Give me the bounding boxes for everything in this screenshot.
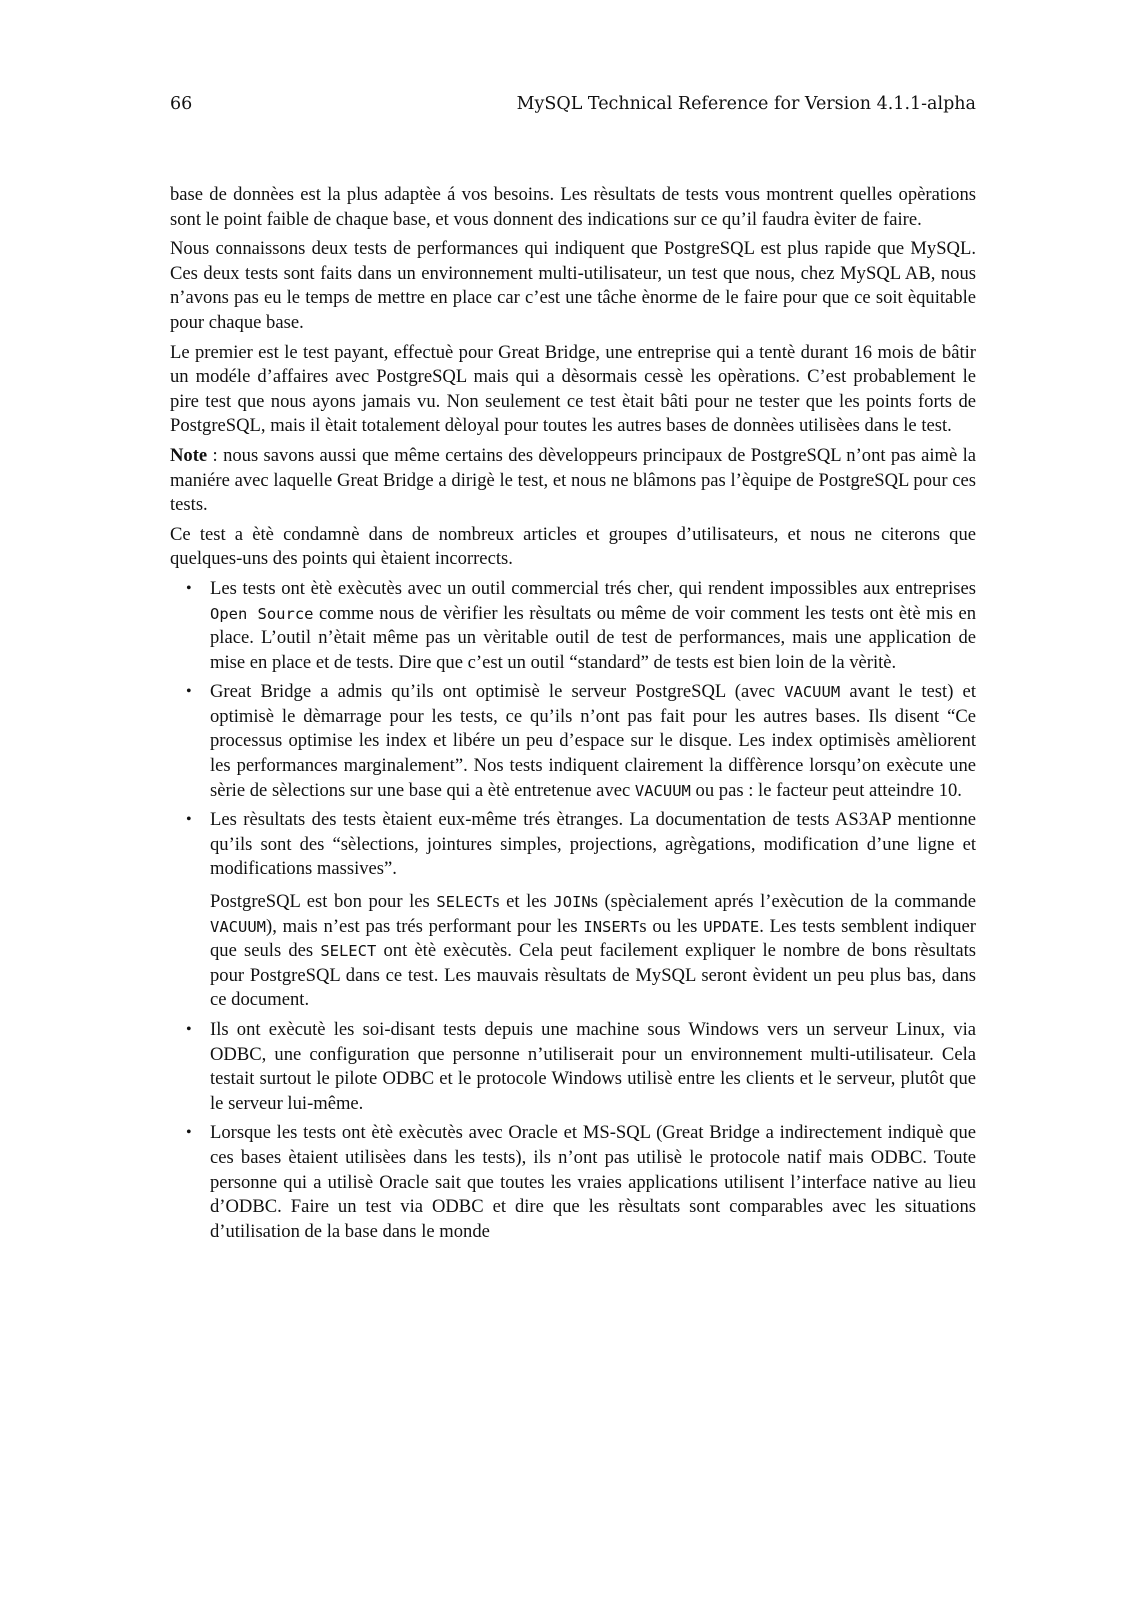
paragraph: base de donnèes est la plus adaptèe á vos besoins. Les rèsultats de tests vous montrent quelles opèrations sont le point faible de chaque base, et vous donnent des indications sur ce qu’il faudra èviter de faire. — [170, 184, 976, 230]
bullet-icon: • — [186, 683, 192, 701]
code-term: VACUUM — [784, 683, 841, 702]
running-title: MySQL Technical Reference for Version 4.1.1-alpha — [516, 94, 976, 114]
text-run: comme nous de vèrifier les rèsultats ou même de voir comment les tests ont ètè mis en place. L’outil n’ètait même pas un vèritable outil de test de performances, mais une application de mise en place et de tests. Dire que c’est un outil “standard” de tests est bien loin de la vèritè. — [210, 602, 977, 673]
page-number: 66 — [170, 94, 193, 114]
code-term: JOIN — [553, 893, 591, 912]
list-item — [170, 808, 976, 1013]
list-item — [170, 680, 976, 803]
code-term: UPDATE — [703, 917, 760, 936]
paragraph: Le premier est le test payant, effectuè pour Great Bridge, une entreprise qui a tentè durant 16 mois de bâtir un modéle d’affaires avec PostgreSQL mais qui a dèsormais cessè les opèrations. C’est probablement le pire test que nous ayons jamais vu. Non seulement ce test ètait bâti pour ne tester que les points forts de PostgreSQL, mais il ètait totalement dèloyal pour toutes les autres bases de donnèes utilisèes dans le test. — [170, 341, 976, 437]
bullet-icon: • — [186, 1124, 192, 1142]
text-run: . Les tests semblent indiquer que seuls des — [210, 915, 976, 962]
text-run: Les tests ont ètè exècutès avec un outil commercial trés cher, qui rendent impossibles aux entreprises — [210, 577, 976, 599]
list-item — [170, 1018, 976, 1116]
list-item-text: Ils ont exècutè les soi-disant tests depuis une machine sous Windows vers un serveur Linux, via ODBC, une configuration que personne n’utiliserait pour un environnement multi-utilisateur. Cela testait surtout le pilote ODBC et le protocole Windows utilisè entre les clients et le serveur, plutôt que le serveur lui-même. — [210, 1019, 976, 1114]
paragraph: Nous connaissons deux tests de performances qui indiquent que PostgreSQL est plus rapide que MySQL. Ces deux tests sont faits dans un environnement multi-utilisateur, un test que nous, chez MySQL AB, nous n’avons pas eu le temps de mettre en place car c’est une tâche ènorme de le faire pour que ce soit èquitable pour chaque base. — [170, 238, 976, 333]
code-term: SELECT — [436, 893, 493, 912]
list-item-text — [210, 680, 976, 803]
text-run: ), mais n’est pas trés performant pour les — [266, 915, 584, 937]
bullet-icon: • — [186, 811, 192, 829]
text-run: s ou les — [639, 915, 704, 937]
text-run: ou pas : le facteur peut atteindre 10. — [690, 779, 962, 801]
bullet-icon: • — [186, 579, 192, 597]
code-term: VACUUM — [634, 781, 691, 800]
bullet-icon: • — [186, 1021, 192, 1038]
code-term: VACUUM — [210, 917, 266, 936]
code-term: INSERT — [583, 917, 640, 936]
note-paragraph — [170, 444, 976, 518]
text-run: PostgreSQL est bon pour les — [210, 891, 437, 913]
paragraph: Ce test a ètè condamnè dans de nombreux articles et groupes d’utilisateurs, et nous ne citerons que quelques-uns des points qui ètaient incorrects. — [170, 523, 976, 570]
text-run: ont ètè exècutès. Cela peut facilement expliquer le nombre de bons rèsultats pour PostgreSQL dans ce test. Les mauvais rèsultats de MySQL seront èvident un peu plus bas, dans ce document. — [210, 940, 976, 1011]
text-run: s (spècialement aprés l’exècution de la commande — [590, 891, 976, 913]
text-run: s et les — [492, 891, 554, 913]
list-item-text — [210, 890, 976, 1013]
list-item-text: Les rèsultats des tests ètaient eux-même trés ètranges. La documentation de tests AS3AP mentionne qu’ils sont des “sèlections, jointures simples, projections, agrègations, modification d’une ligne et modifications massives”. — [210, 809, 976, 880]
list-item — [170, 577, 976, 675]
page-body — [170, 183, 976, 1249]
list-item-text: Lorsque les tests ont ètè exècutès avec Oracle et MS-SQL (Great Bridge a indirectement indiquè que ces bases ètaient utilisèes dans les tests), ils n’ont pas utilisè le protocole natif mais ODBC. Toute personne qui a utilisè Oracle sait que toutes les vraies applications utilisent l’interface native au lieu d’ODBC. Faire un test via ODBC et dire que les rèsultats sont comparables avec les situations d’utilisation de la base dans le monde — [210, 1122, 976, 1242]
note-text: : nous savons aussi que même certains des dèveloppeurs principaux de PostgreSQL n’ont pas aimè la maniére avec laquelle Great Bridge a dirigè le test, et nous ne blâmons pas l’èquipe de PostgreSQL pour ces tests. — [170, 444, 976, 516]
code-term: Open Source — [210, 604, 314, 623]
list-item-text — [210, 577, 976, 675]
text-run: Great Bridge a admis qu’ils ont optimisè le serveur PostgreSQL (avec — [210, 681, 785, 703]
page-header — [170, 92, 976, 116]
list-item — [170, 1121, 976, 1244]
code-term: SELECT — [320, 942, 377, 961]
note-label: Note — [170, 444, 208, 466]
text-run: avant le test) et optimisè le dèmarrage pour les tests, ce qu’ils n’ont pas fait pour les autres bases. Ils disent “Ce processus optimise les index et libére un peu d’espace sur le disque. Les index optimisès amèliorent les performances marginalement”. Nos tests indiquent clairement la diffèrence lorsqu’on exècute une sèrie de sèlections sur une base qui a ètè entretenue avec — [210, 681, 976, 801]
bullet-list — [170, 577, 976, 1244]
